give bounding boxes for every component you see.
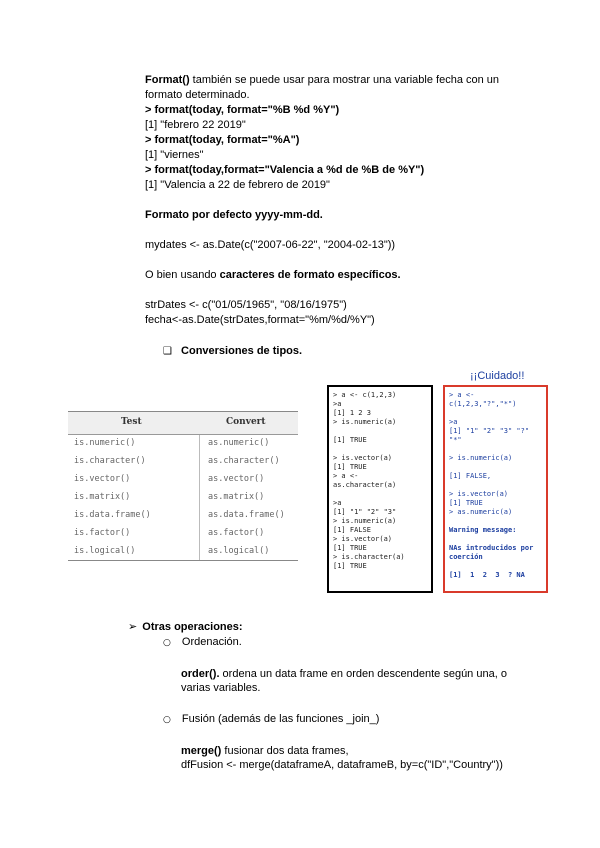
table-row: is.matrix() as.matrix() xyxy=(74,492,265,502)
circle-bullet-icon: ○ xyxy=(163,638,171,648)
console-line: > is.numeric(a) xyxy=(333,418,397,426)
console-line xyxy=(449,562,546,571)
cuidado-heading: ¡¡Cuidado!! xyxy=(470,370,525,382)
conversiones-heading: ❑ Conversiones de tipos. xyxy=(163,345,303,357)
order-function: order(). xyxy=(181,668,220,680)
fecha-code: fecha<-as.Date(strDates,format="%m/%d/%Y") xyxy=(145,314,375,326)
table-row: is.vector() as.vector() xyxy=(74,474,265,484)
intro-line-2: formato determinado. xyxy=(145,89,250,101)
ordenacion-item: ○ Ordenación. xyxy=(163,636,242,648)
console-line xyxy=(333,490,431,499)
console-line xyxy=(449,535,546,544)
console-line: [1] TRUE xyxy=(333,544,367,552)
console-line: [1] "1" "2" "3" xyxy=(333,508,397,516)
merge-function: merge() xyxy=(181,745,222,757)
console-line xyxy=(449,481,546,490)
console-line: > is.vector(a) xyxy=(333,535,393,543)
console-line: > a <- c(1,2,3) xyxy=(333,391,397,399)
convert-table xyxy=(68,411,298,561)
header-convert: Convert xyxy=(226,417,266,427)
console-line: [1] "1" "2" "3" "?" xyxy=(449,427,530,435)
fusion-item: ○ Fusión (además de las funciones _join_) xyxy=(163,713,380,725)
table-row: is.character() as.character() xyxy=(74,456,280,466)
console-example xyxy=(327,385,433,593)
console-line: > as.numeric(a) xyxy=(449,508,513,516)
table-row: is.numeric() as.numeric() xyxy=(74,438,270,448)
example-output: [1] "Valencia a 22 de febrero de 2019" xyxy=(145,179,330,191)
console-warning-example xyxy=(443,385,548,593)
console-line: > is.numeric(a) xyxy=(333,517,397,525)
example-command: > format(today, format="%A") xyxy=(145,134,300,146)
console-line: >a xyxy=(333,499,342,507)
table-row: is.data.frame() as.data.frame() xyxy=(74,510,285,520)
table-row: is.factor() as.factor() xyxy=(74,528,265,538)
console-line: [1] TRUE xyxy=(333,463,367,471)
console-line: >a xyxy=(449,418,458,426)
console-line: > is.vector(a) xyxy=(333,454,393,462)
console-line xyxy=(333,445,431,454)
console-line: coerción xyxy=(449,553,483,561)
arrow-bullet-icon: ➢ xyxy=(128,620,138,633)
console-line: "*" xyxy=(449,436,462,444)
console-line: c(1,2,3,"?","*") xyxy=(449,400,517,408)
console-line: > is.numeric(a) xyxy=(449,454,513,462)
example-output: [1] "febrero 22 2019" xyxy=(145,119,246,131)
console-line: [1] TRUE xyxy=(333,436,367,444)
header-test: Test xyxy=(121,417,142,427)
example-output: [1] "viernes" xyxy=(145,149,204,161)
merge-description: merge() fusionar dos data frames, dfFusion <- merge(dataframeA, dataframeB, by=c("ID","Country")) xyxy=(181,745,503,771)
merge-code: dfFusion <- merge(dataframeA, dataframeB, by=c("ID","Country")) xyxy=(181,759,503,771)
default-format-heading: Formato por defecto yyyy-mm-dd. xyxy=(145,209,323,221)
console-line xyxy=(449,409,546,418)
console-line: >a xyxy=(333,400,342,408)
console-line xyxy=(449,517,546,526)
console-line xyxy=(449,445,546,454)
table-row: is.logical() as.logical() xyxy=(74,546,270,556)
console-line: > a <- xyxy=(449,391,475,399)
order-description: order(). ordena un data frame en orden descendente según una, o varias variables. xyxy=(181,668,507,694)
mydates-code: mydates <- as.Date(c("2007-06-22", "2004-02-13")) xyxy=(145,239,396,251)
console-line: [1] FALSE, xyxy=(449,472,492,480)
obien-line: O bien usando caracteres de formato específicos. xyxy=(145,269,401,281)
console-line: [1] TRUE xyxy=(333,562,367,570)
console-line: > a <- xyxy=(333,472,359,480)
console-line xyxy=(449,463,546,472)
circle-bullet-icon: ○ xyxy=(163,715,171,725)
console-line xyxy=(333,427,431,436)
console-line: Warning message: xyxy=(449,526,517,534)
format-function: Format() xyxy=(145,74,190,86)
strdates-code: strDates <- c("01/05/1965", "08/16/1975") xyxy=(145,299,347,311)
console-line: [1] FALSE xyxy=(333,526,371,534)
intro-line-1: Format() también se puede usar para mostrar una variable fecha con un xyxy=(145,74,500,86)
console-line: [1] TRUE xyxy=(449,499,483,507)
console-line: [1] 1 2 3 ? NA xyxy=(449,571,525,579)
console-line: NAs introducidos por xyxy=(449,544,534,552)
console-line: > is.vector(a) xyxy=(449,490,509,498)
console-line: [1] 1 2 3 xyxy=(333,409,371,417)
checkbox-bullet-icon: ❑ xyxy=(163,346,172,357)
example-command: > format(today,format="Valencia a %d de %B de %Y") xyxy=(145,164,425,176)
otras-heading: ➢ Otras operaciones: xyxy=(128,620,243,633)
console-line: > is.character(a) xyxy=(333,553,405,561)
table-header xyxy=(68,412,298,435)
example-command: > format(today, format="%B %d %Y") xyxy=(145,104,340,116)
console-line: as.character(a) xyxy=(333,481,397,489)
